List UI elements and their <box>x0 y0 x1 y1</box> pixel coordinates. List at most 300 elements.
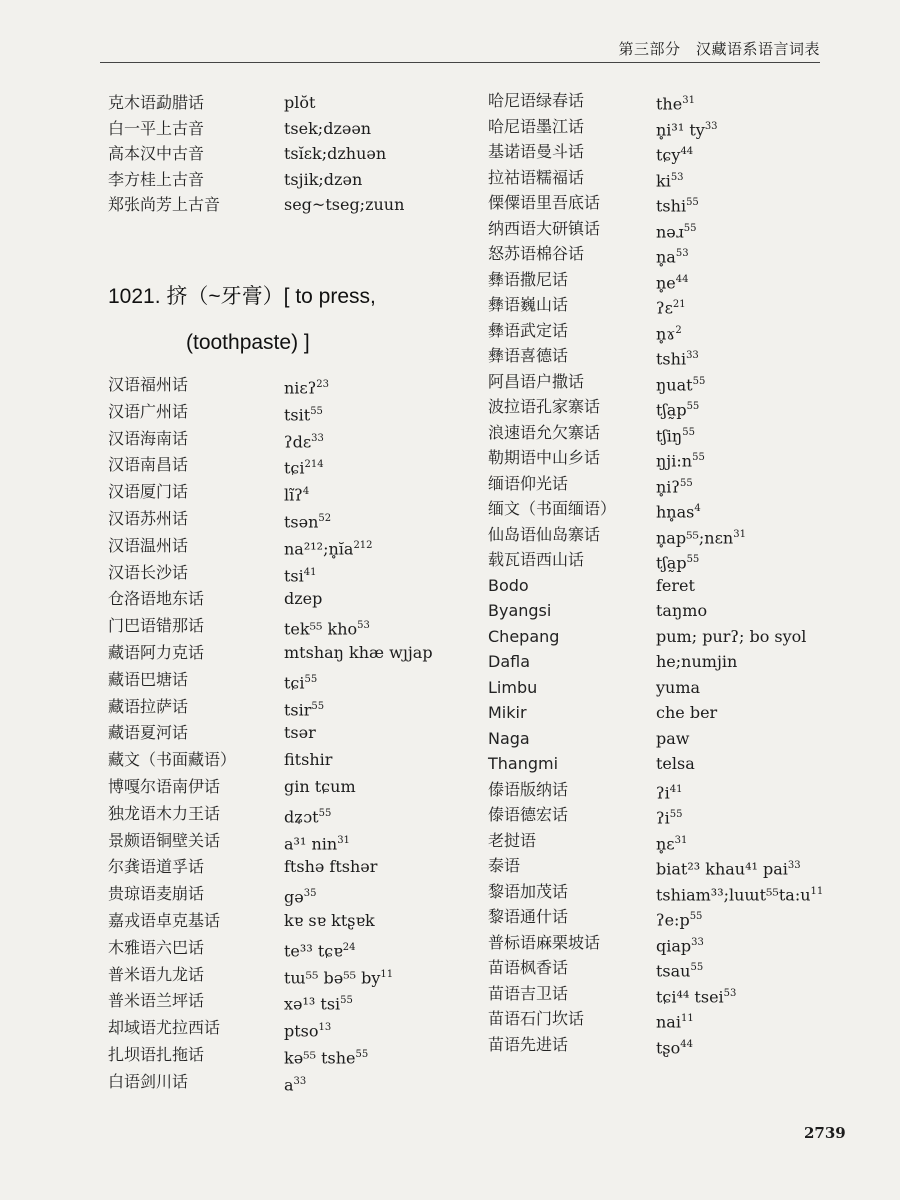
word-form-text: n̥i³¹ ty <box>656 119 705 139</box>
word-entry-row <box>488 241 848 267</box>
tone-superscript: 33 <box>686 350 699 361</box>
word-form-text: ʔe:p <box>656 910 690 930</box>
tone-superscript: 31 <box>682 95 695 106</box>
language-name: Thangmi <box>488 754 559 773</box>
language-name: 黎语通什话 <box>488 907 569 926</box>
word-form <box>284 1015 331 1044</box>
word-form <box>284 801 331 830</box>
tone-superscript: 33 <box>787 860 801 871</box>
word-entry-row <box>488 853 848 879</box>
tone-superscript: 4 <box>302 486 310 498</box>
word-form-text: tɕi⁴⁴ tsei <box>656 986 724 1006</box>
word-entry-row <box>108 988 468 1014</box>
word-entry-row <box>488 292 848 318</box>
tone-superscript: 53 <box>357 620 370 632</box>
word-form-text: tsau <box>656 961 691 981</box>
word-entry-row <box>488 802 848 828</box>
word-form <box>656 573 695 599</box>
word-form-text: tɕy <box>656 145 681 165</box>
word-form <box>284 479 309 508</box>
word-entry-row <box>108 747 468 773</box>
word-form <box>284 988 353 1017</box>
word-form-text: qiap <box>656 935 692 955</box>
language-name: 李方桂上古音 <box>108 169 205 189</box>
language-name: 纳西语大研镇话 <box>488 218 601 238</box>
language-name: 傈僳语里吾底话 <box>488 193 601 212</box>
word-form <box>656 751 695 777</box>
word-form-text: nai <box>656 1012 681 1032</box>
tone-superscript: 33 <box>691 936 704 948</box>
word-entry-row <box>108 560 468 586</box>
word-entry-row <box>108 586 468 612</box>
word-entry-row <box>108 506 468 532</box>
tone-superscript: 33 <box>311 432 324 444</box>
language-name: Limbu <box>488 677 538 697</box>
word-form-text: tʂo <box>656 1037 681 1057</box>
word-form-text: biat²³ khau⁴¹ pai <box>656 859 788 879</box>
tone-superscript: 44 <box>680 1038 694 1050</box>
word-form-text: gə <box>284 887 304 907</box>
word-form-text: n̥iʔ <box>656 476 680 496</box>
language-name: 彝语撒尼话 <box>488 269 569 289</box>
word-entry-row <box>488 445 848 471</box>
tone-superscript: 53 <box>675 248 689 259</box>
tone-superscript: 52 <box>318 513 332 524</box>
language-name: Naga <box>488 728 530 748</box>
language-name: 尔龚语道孚话 <box>108 857 205 877</box>
tone-superscript: 21 <box>672 299 686 310</box>
language-name: 哈尼语墨江话 <box>488 116 585 136</box>
language-name: 汉语长沙话 <box>108 562 189 582</box>
tone-superscript: 55 <box>318 807 332 819</box>
word-form-text: ŋuat <box>656 374 693 394</box>
tone-superscript: 55 <box>692 452 705 463</box>
word-form <box>284 90 315 116</box>
word-form-text: taŋmo <box>656 601 708 620</box>
word-entry-row <box>488 700 848 726</box>
word-form-text: gin tɕum <box>284 777 356 796</box>
tone-superscript: 44 <box>675 273 689 285</box>
word-entry-row <box>488 726 848 752</box>
word-form <box>284 667 317 696</box>
word-entry-row <box>108 1015 468 1041</box>
language-name: Dafla <box>488 652 531 671</box>
tone-superscript: 55 <box>686 554 700 565</box>
language-name: 普标语麻栗坡话 <box>488 932 601 952</box>
language-name: 仓洛语地东话 <box>108 589 205 609</box>
tone-superscript: 214 <box>304 459 324 471</box>
word-form <box>284 720 316 746</box>
word-entry-row <box>108 479 468 505</box>
language-name: 傣语德宏话 <box>488 805 569 824</box>
word-form-text: ʔi <box>656 808 670 828</box>
language-name: 藏语夏河话 <box>108 723 189 743</box>
word-form-text: ʔdɛ <box>284 431 312 451</box>
tone-superscript: 31 <box>674 834 688 846</box>
tone-superscript: 53 <box>723 987 737 999</box>
word-form-text: he;numjin <box>656 652 738 671</box>
word-form-text: pum; purʔ; bo syol <box>656 626 807 646</box>
word-entry-row <box>488 955 848 981</box>
language-name: 哈尼语绿春话 <box>488 91 585 110</box>
word-entry-row <box>488 573 848 599</box>
word-entry-row <box>488 471 848 497</box>
word-form-text: che ber <box>656 703 718 722</box>
language-name: 苗语枫香话 <box>488 958 569 977</box>
tone-superscript: 33 <box>704 120 718 132</box>
word-form <box>284 962 393 991</box>
tone-superscript: 55 <box>310 405 323 417</box>
language-name: 普米语兰坪话 <box>108 991 205 1011</box>
word-form-text: tsĭɛk;dzhuən <box>284 144 387 163</box>
word-entry-row <box>108 640 468 666</box>
tone-superscript: 4 <box>694 503 701 514</box>
tone-superscript: 44 <box>680 146 694 157</box>
word-form <box>656 649 737 675</box>
word-form-text: tsən <box>284 512 319 532</box>
language-name: 藏语巴塘话 <box>108 669 189 689</box>
language-name: 老挝语 <box>488 830 537 850</box>
tone-superscript: 33 <box>293 1075 307 1087</box>
word-form <box>284 560 317 589</box>
word-entry-row <box>108 694 468 720</box>
word-form-text: tsir <box>284 699 312 719</box>
word-form <box>284 854 377 880</box>
language-name: 汉语海南话 <box>108 428 189 448</box>
language-name: 载瓦语西山话 <box>488 550 585 569</box>
tone-superscript: 55 <box>686 401 700 412</box>
word-entry-row <box>488 624 848 650</box>
language-name: 藏语拉萨话 <box>108 696 189 716</box>
word-form <box>284 167 362 193</box>
tone-superscript: 55 <box>689 911 703 922</box>
word-form-text: tɕi <box>284 673 305 693</box>
language-name: 藏文（书面藏语） <box>108 750 237 770</box>
word-form <box>284 426 324 455</box>
word-entry-row <box>488 981 848 1007</box>
word-entry-row <box>108 854 468 880</box>
language-name: 独龙语木力王话 <box>108 803 221 823</box>
word-form-text: hn̥as <box>656 502 695 522</box>
word-form <box>284 452 324 481</box>
language-name: 基诺语曼斗话 <box>488 142 585 161</box>
word-form-text: ʔɛ <box>656 298 673 318</box>
tone-superscript: 55 <box>680 477 693 489</box>
word-form <box>284 613 370 642</box>
tone-superscript: 24 <box>342 941 356 953</box>
word-entry-row <box>108 828 468 854</box>
word-form-text: ftshə ftshər <box>284 857 378 877</box>
word-form-text: tek⁵⁵ kho <box>284 619 358 639</box>
word-form-text: mtshaŋ khæ wȷjap <box>284 643 433 662</box>
language-name: 泰语 <box>488 856 521 875</box>
word-entry-row <box>488 1006 848 1032</box>
word-entry-row <box>108 935 468 961</box>
word-form <box>656 675 700 701</box>
word-form <box>284 774 356 800</box>
word-form <box>284 908 375 934</box>
language-name: 扎坝语扎拖话 <box>108 1045 205 1064</box>
word-entry-row <box>108 399 468 425</box>
tone-superscript: 55 <box>692 375 706 387</box>
word-form-text: dzep <box>284 589 323 609</box>
word-entry-row <box>488 369 848 395</box>
tone-superscript: 41 <box>669 783 683 795</box>
word-form-text: fitshir <box>284 750 333 770</box>
word-form-text: te³³ tɕɐ <box>284 941 343 961</box>
word-entry-row <box>488 751 848 777</box>
word-form-text: tshi <box>656 196 687 216</box>
word-form-text: seg~tseg;zuun <box>284 195 405 214</box>
language-name: 门巴语错那话 <box>108 616 205 636</box>
word-form-text: tɯ⁵⁵ bə⁵⁵ by <box>284 967 381 987</box>
word-entry-row <box>108 774 468 800</box>
word-form <box>284 640 433 666</box>
word-entry-row <box>488 675 848 701</box>
language-name: 汉语广州话 <box>108 401 189 421</box>
word-entry-row <box>108 141 468 167</box>
word-entry-row <box>488 649 848 675</box>
word-form-text: ptso <box>284 1021 319 1041</box>
tone-superscript: 55 <box>669 809 683 820</box>
word-form <box>284 747 332 773</box>
word-entry-row <box>108 720 468 746</box>
tone-superscript: 55 <box>304 673 318 685</box>
tone-superscript: 55 <box>682 426 695 438</box>
word-entry-row <box>108 116 468 142</box>
language-name: 汉语福州话 <box>108 375 189 394</box>
word-form-text: ki <box>656 170 671 190</box>
language-name: 缅文（书面缅语） <box>488 499 617 518</box>
word-form-text: tsi <box>284 565 304 585</box>
tone-superscript: 41 <box>303 566 317 578</box>
word-form <box>284 1042 368 1071</box>
word-form <box>656 726 689 752</box>
word-entry-row <box>488 139 848 165</box>
language-name: 贵琼语麦崩话 <box>108 884 205 904</box>
language-name: 郑张尚芳上古音 <box>108 195 221 214</box>
word-form-text: n̥e <box>656 272 676 292</box>
language-name: 普米语九龙话 <box>108 964 205 984</box>
language-name: 拉祜语糯福话 <box>488 167 585 187</box>
word-entry-row <box>488 598 848 624</box>
word-form <box>284 1069 306 1098</box>
word-form-text: a³¹ nin <box>284 833 338 853</box>
language-name: 彝语喜德话 <box>488 346 569 365</box>
word-entry-row <box>108 452 468 478</box>
word-entry-row <box>108 1042 468 1068</box>
word-form-text: n̥ɤ <box>656 323 676 343</box>
word-entry-row <box>108 372 468 398</box>
tone-superscript: 55 <box>340 995 353 1007</box>
entry-title-line-2: (toothpaste) ] <box>186 331 310 354</box>
language-name: 彝语巍山话 <box>488 295 569 314</box>
language-name: 景颇语铜壁关话 <box>108 830 221 850</box>
word-form <box>284 694 324 723</box>
word-form <box>656 700 717 726</box>
word-form-text: ŋji:n <box>656 451 693 471</box>
language-name: 缅语仰光话 <box>488 473 569 493</box>
word-form-text: feret <box>656 575 695 595</box>
language-name: Chepang <box>488 626 560 646</box>
word-form-text: tsek;dzəən <box>284 118 372 138</box>
language-name: 怒苏语棉谷话 <box>488 244 585 263</box>
page-number: 2739 <box>804 1124 846 1142</box>
word-form-text: xə¹³ tsi <box>284 994 341 1014</box>
language-name: 嘉戎语卓克基话 <box>108 911 221 930</box>
word-form-text: the <box>656 94 683 114</box>
tone-superscript: 55 <box>686 197 699 208</box>
language-name: 克木语勐腊话 <box>108 93 205 112</box>
entry-title-line-1: 1021. 挤（~牙膏）[ to press, <box>108 285 376 308</box>
language-name: Bodo <box>488 575 529 595</box>
word-entry-row <box>488 267 848 293</box>
word-form-text: tʃa̰p <box>656 400 687 420</box>
word-form <box>284 533 373 562</box>
language-name: 汉语南昌话 <box>108 455 189 475</box>
word-form-text: tshi <box>656 349 687 369</box>
word-form-text: nəɹ <box>656 221 684 241</box>
word-entry-row <box>488 190 848 216</box>
word-form <box>656 624 806 650</box>
word-entry-row <box>488 165 848 191</box>
word-form <box>656 1032 693 1061</box>
tone-superscript: 53 <box>670 171 684 183</box>
word-form <box>284 828 350 857</box>
word-entry-row <box>108 426 468 452</box>
word-form-text: tɕi <box>284 458 305 478</box>
word-form <box>284 192 404 218</box>
word-form-text: telsa <box>656 754 695 773</box>
word-form-text: niɛʔ <box>284 378 317 398</box>
word-form-text: tʃa̰p <box>656 553 687 573</box>
word-form <box>656 598 707 624</box>
language-name: 波拉语孔家寨话 <box>488 397 601 416</box>
header-title: 第三部分 汉藏语系语言词表 <box>618 40 820 58</box>
word-form-text: n̥ap⁵⁵;nɛn <box>656 527 734 547</box>
tone-superscript: 55 <box>690 962 704 973</box>
word-entry-row <box>108 613 468 639</box>
tone-superscript: 31 <box>733 528 746 540</box>
word-form <box>284 372 329 401</box>
word-form-text: na²¹²;n̥ĭa <box>284 539 354 559</box>
word-entry-row <box>488 777 848 803</box>
word-form-text: dʑɔt <box>284 807 319 827</box>
language-name: 傣语版纳话 <box>488 779 569 799</box>
language-name: 藏语阿力克话 <box>108 643 205 662</box>
running-header <box>100 36 820 63</box>
word-entry-row <box>488 420 848 446</box>
word-form-text: n̥a <box>656 247 676 267</box>
word-form <box>284 141 386 167</box>
language-name: 苗语先进话 <box>488 1034 569 1054</box>
tone-superscript: 212 <box>353 539 373 551</box>
word-entry-row <box>488 904 848 930</box>
word-form-text: a <box>284 1075 294 1095</box>
language-name: 白一平上古音 <box>108 118 205 138</box>
word-entry-row <box>488 496 848 522</box>
tone-superscript: 11 <box>380 968 394 980</box>
word-form-text: yuma <box>656 677 701 697</box>
word-form-text: kɐ sɐ ktʂɐk <box>284 911 375 930</box>
word-form <box>284 935 355 964</box>
word-form-text: ʔi <box>656 782 670 802</box>
tone-superscript: 35 <box>303 888 317 900</box>
language-name: 浪速语允欠寨话 <box>488 422 601 442</box>
language-name: 木雅语六巴话 <box>108 937 205 957</box>
word-form-text: tshiam³³;luɯt⁵⁵ta:u <box>656 884 811 904</box>
word-form <box>284 506 331 535</box>
word-form-text: paw <box>656 728 690 748</box>
word-entry-row <box>488 547 848 573</box>
tone-superscript: 11 <box>680 1013 694 1024</box>
word-entry-row <box>488 343 848 369</box>
word-form-text: tʃiŋ <box>656 425 683 445</box>
tone-superscript: 55 <box>311 700 325 712</box>
word-form <box>284 399 323 428</box>
word-form-text: tsit <box>284 405 311 425</box>
word-form <box>284 116 371 142</box>
tone-superscript: 13 <box>318 1022 332 1034</box>
language-name: 高本汉中古音 <box>108 144 205 163</box>
word-form-text: n̥ɛ <box>656 833 675 853</box>
language-name: 苗语石门坎话 <box>488 1009 585 1028</box>
language-name: 博嘎尔语南伊话 <box>108 777 221 796</box>
word-form-text: tsər <box>284 723 316 743</box>
word-entry-row <box>488 879 848 905</box>
word-entry-row <box>108 801 468 827</box>
word-entry-row <box>488 88 848 114</box>
tone-superscript: 55 <box>355 1049 369 1060</box>
language-name: Mikir <box>488 703 527 722</box>
word-entry-row <box>108 192 468 218</box>
language-name: 彝语武定话 <box>488 320 569 340</box>
word-form <box>284 881 316 910</box>
tone-superscript: 23 <box>316 379 330 390</box>
tone-superscript: 11 <box>810 885 824 897</box>
word-entry-row <box>488 318 848 344</box>
language-name: 苗语吉卫话 <box>488 983 569 1003</box>
word-entry-row <box>488 1032 848 1058</box>
word-entry-row <box>488 522 848 548</box>
language-name: 勒期语中山乡话 <box>488 448 601 467</box>
word-entry-row <box>108 667 468 693</box>
word-entry-row <box>108 167 468 193</box>
language-name: Byangsi <box>488 601 552 620</box>
language-name: 白语剑川话 <box>108 1071 189 1091</box>
language-name: 汉语厦门话 <box>108 482 189 502</box>
word-form-text: plŏt <box>284 93 316 112</box>
word-entry-row <box>108 1069 468 1095</box>
language-name: 阿昌语户撒话 <box>488 371 585 391</box>
tone-superscript: 55 <box>683 222 697 234</box>
language-name: 汉语苏州话 <box>108 509 189 528</box>
language-name: 汉语温州话 <box>108 535 189 555</box>
tone-superscript: 2 <box>675 324 682 336</box>
language-name: 仙岛语仙岛寨话 <box>488 524 601 544</box>
word-entry-row <box>108 90 468 116</box>
word-entry-row <box>488 930 848 956</box>
word-entry-row <box>488 114 848 140</box>
language-name: 黎语加茂话 <box>488 881 569 901</box>
word-entry-row <box>488 394 848 420</box>
word-form-text: kə⁵⁵ tshe <box>284 1048 356 1068</box>
word-entry-row <box>108 881 468 907</box>
word-entry-row <box>108 533 468 559</box>
word-form-text: lĩʔ <box>284 485 303 505</box>
tone-superscript: 31 <box>337 834 350 846</box>
language-name: 却域语尤拉西话 <box>108 1018 221 1038</box>
